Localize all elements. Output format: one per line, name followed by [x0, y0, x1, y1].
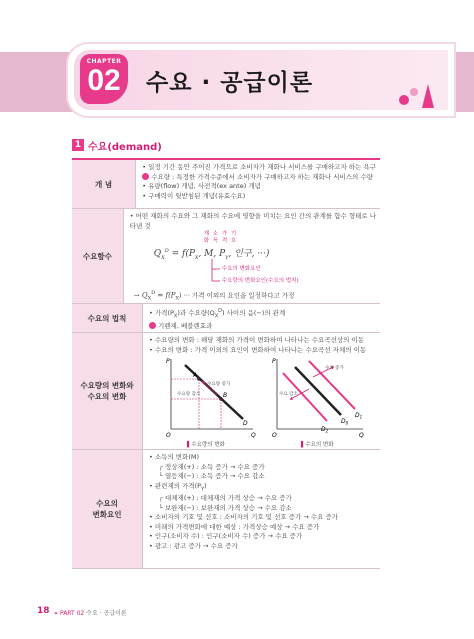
change-line-1: • 수요량의 변화 : 해당 재화의 가격이 변화하여 나타나는 수요곡선상의 이동: [149, 336, 365, 344]
function-line-1: • 어떤 재화의 수요와 그 재화의 수요에 영향을 미치는 요인 간의 관계를 함수 형태로 나: [129, 212, 376, 220]
page-number: 18: [37, 606, 50, 616]
chart2-d2-label: $D_2$: [321, 426, 329, 434]
row-content-change: [142, 333, 380, 449]
pink-bullet-icon: [149, 322, 156, 329]
concept-line-3: • 유량(flow) 개념, 사전적(ex ante) 개념: [142, 182, 261, 190]
chart2-p-label: P: [272, 358, 276, 365]
chart2-q-label: Q: [359, 432, 364, 439]
chart1-o-label: O: [166, 432, 171, 439]
row-factors: [72, 450, 380, 569]
chart1-down-label: 수요량 감소: [177, 392, 201, 397]
chart2-d0-label: $D_0$: [341, 418, 349, 426]
note-change-factor: 수요의 변화요인: [221, 266, 261, 272]
chart1-caption: ▌수요량의 변화: [187, 442, 225, 448]
row-content-function: [123, 209, 380, 303]
chapter-label: CHAPTER: [86, 58, 122, 65]
factor-line-1: • 소득의 변화(M): [149, 453, 200, 461]
row-change: [72, 333, 380, 450]
law-line-1: • 가격$(P_X)$과 수요량$(Q_X^D)$ 사이의 음(−)의 관계: [149, 308, 286, 320]
factor-line-3: └ 열등재(−) : 소득 증가 → 수요 감소: [159, 472, 265, 480]
summary-table: [72, 158, 380, 569]
section-number: 1: [72, 139, 84, 151]
factor-line-5: ┌ 대체재(+) : 대체재의 가격 상승 → 수요 증가: [159, 494, 292, 503]
chart2-caption: ▌수요의 변화: [301, 442, 334, 448]
chart1-q-label: Q: [251, 432, 256, 439]
chapter-title: 수요 · 공급이론: [146, 70, 314, 96]
concept-line-2: 수요량 : 특정한 가격수준에서 소비자가 구매하고자 하는 재화나 서비스의 수량: [142, 173, 376, 183]
demand-function-formula: $Q_X^D = f(P_X$, M, $P_Y$, 인구, ···): [153, 248, 270, 261]
factor-line-6: └ 보완재(−) : 보완재의 가격 상승 → 수요 감소: [159, 503, 292, 512]
change-line-2: • 수요의 변화 : 가격 이외의 요인이 변화하여 나타나는 수요곡선 자체의 이동: [149, 345, 367, 354]
row-demand-function: [72, 209, 380, 304]
function-tags: 재 소 가 기 화 득 격 호: [203, 231, 238, 244]
demand-change-chart: [269, 355, 369, 445]
law-line-2: 기펜재, 베블렌효과: [149, 322, 376, 332]
row-label-factors: 수요의 변화요인: [72, 450, 142, 568]
decoration-icon: [398, 82, 434, 112]
factor-line-2: ┌ 정상재(+) : 소득 증가 → 수요 증가: [159, 462, 265, 471]
simplified-function: → $Q_X^D = f(P_X)$ ··· 가격 이외의 요인을 일정하다고 가정: [133, 290, 295, 302]
row-label-change: 수요량의 변화와 수요의 변화: [72, 333, 142, 449]
factor-line-9: • 인구(소비자 수) : 인구(소비자 수) 증가 → 수요 증가: [149, 532, 303, 541]
chart2-up-label: 수요 증가: [325, 366, 344, 371]
function-line-2: 타낸 것: [129, 221, 151, 230]
factor-line-10: • 광고 : 광고 증가 → 수요 증가: [149, 541, 238, 550]
concept-line-1: • 일정 기간 동안 주어진 가격으로 소비자가 재화나 서비스를 구매하고자 하는 욕구: [142, 163, 376, 171]
quantity-change-chart: [163, 355, 259, 445]
section-title: 수요(demand): [88, 142, 162, 153]
row-concept: [72, 160, 380, 209]
row-label-law: 수요의 법칙: [72, 304, 142, 332]
chart1-up-label: 수요량 증가: [207, 382, 231, 387]
chart2-down-label: 수요 감소: [279, 392, 298, 397]
chart1-a-label: A: [193, 372, 198, 379]
chart1-b-label: B: [223, 392, 228, 399]
chart1-d-label: D: [243, 420, 248, 427]
note-quantity-factor: 수요량의 변화요인(수요의 법칙): [221, 278, 299, 284]
row-label-concept: 개 념: [72, 160, 135, 208]
chart1-p-label: P: [166, 358, 170, 365]
factor-line-4: • 관련재의 가격$(P_Y)$: [149, 481, 207, 492]
row-content-concept: [135, 160, 380, 208]
factor-line-7: • 소비자의 기호 및 선호 : 소비자의 기호 및 선호 증가 → 수요 증가: [149, 513, 339, 522]
concept-line-4: • 구매력이 뒷받침된 개념(유효수요): [142, 191, 246, 200]
footer-part: « PART 02 수요 · 공급이론: [54, 610, 127, 617]
chart2-d1-label: $D_1$: [355, 412, 363, 420]
row-label-function: 수요함수: [72, 209, 123, 303]
chapter-number: 02: [87, 64, 121, 97]
pink-bullet-icon: [142, 173, 149, 180]
row-content-factors: [142, 450, 380, 568]
chart2-o-label: O: [272, 432, 277, 439]
row-law-of-demand: [72, 304, 380, 333]
row-content-law: [142, 304, 380, 332]
chapter-badge: [80, 54, 128, 104]
factor-line-8: • 미래의 가격변화에 대한 예상 : 가격상승 예상 → 수요 증가: [149, 522, 320, 531]
